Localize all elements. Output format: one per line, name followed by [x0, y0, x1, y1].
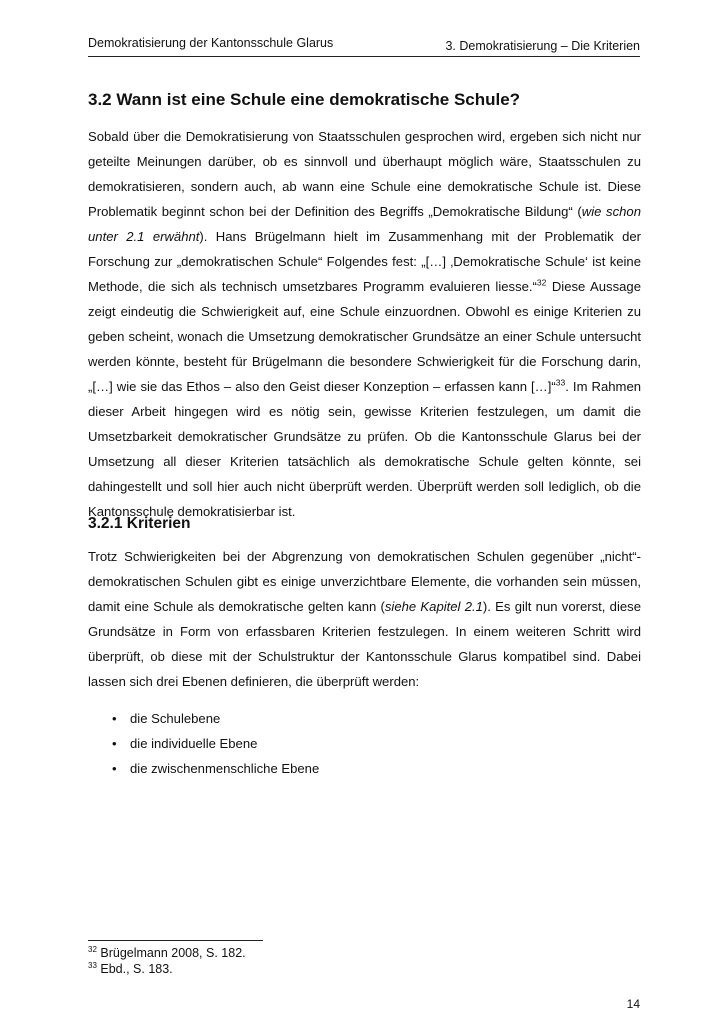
footnote-ref-33[interactable]: 33: [555, 377, 566, 388]
footnote-33: [88, 962, 173, 976]
footnote-separator: [88, 940, 263, 941]
list-item: • die Schulebene: [88, 706, 319, 731]
footnote-ref-32[interactable]: 32: [536, 277, 547, 288]
p2-text-a: Trotz Schwierigkeiten bei der Abgrenzung von demokratischen Schulen gegenüber „nicht“-demokratischen Schulen gibt es einige unverzichtbare Elemente, die vorhanden sein müssen, damit eine Schule als demokratische gelten kann (: [88, 549, 641, 614]
p1-text-d: Diese Aussage zeigt eindeutig die Schwierigkeit auf, eine Schule einzuordnen. Obwohl es einige Kriterien zu geben scheint, wonach die Umsetzung demokratischer Grundsätze an einer Schule untersucht werden könnte, besteht für Brügelmann die besondere Schwierigkeit für die Forschung darin, „[…] wie sie das Ethos – also den Geist dieser Konzeption – erfassen kann […]“: [88, 279, 641, 394]
footnote-32: [88, 946, 246, 960]
section-heading: 3.2 Wann ist eine Schule eine demokratische Schule?: [88, 90, 521, 109]
paragraph-1: [88, 124, 641, 524]
page-number: 14: [626, 997, 640, 1011]
list-item: • die zwischenmenschliche Ebene: [88, 756, 319, 781]
list-item: • die individuelle Ebene: [88, 731, 319, 756]
p1-text-a: Sobald über die Demokratisierung von Staatsschulen gesprochen wird, ergeben sich nicht nur geteilte Meinungen darüber, ob es sinnvoll und überhaupt möglich wäre, Staatsschulen zu demokratisieren, sondern auch, ab wann eine Schule eine demokratische Schule ist. Diese Problematik beginnt schon bei der Definition des Begriffs „Demokratische Bildung“ (: [88, 129, 641, 219]
footnote-text: Ebd., S. 183.: [96, 962, 173, 976]
running-header: [88, 30, 640, 57]
paragraph-2: [88, 544, 641, 694]
p1-text-c: ). Hans Brügelmann hielt im Zusammenhang mit der Problematik der Forschung zur „demokratischen Schule“ Folgendes fest: „[…] ‚Demokratische Schule‘ ist keine Methode, die sich als technisch umsetzbares Programm evaluieren liesse.“: [88, 229, 642, 294]
subsection-heading: 3.2.1 Kriterien: [88, 515, 191, 532]
header-right: 3. Demokratisierung – Die Kriterien: [445, 39, 640, 53]
p1-italic: wie schon unter 2.1 erwähnt: [88, 204, 641, 244]
footnote-number: 32: [88, 944, 97, 954]
p2-text-c: ). Es gilt nun vorerst, diese Grundsätze in Form von erfassbaren Kriterien festzulegen. In einem weiteren Schritt wird überprüft, ob diese mit der Schulstruktur der Kantonsschule Glarus kompatibel sind. Dabei lassen sich drei Ebenen definieren, die überprüft werden:: [88, 599, 641, 689]
footnote-number: 33: [88, 960, 97, 970]
p1-text-e: . Im Rahmen dieser Arbeit hingegen wird es nötig sein, gewisse Kriterien festzulegen, um damit die Umsetzbarkeit demokratischer Grundsätze zu prüfen. Ob die Kantonsschule Glarus bei der Umsetzung all dieser Kriterien tatsächlich als demokratische Schule gelten könnte, sei dahingestellt und soll hier auch nicht überprüft werden. Überprüft werden soll lediglich, ob die Kantonsschule demokratisierbar ist.: [88, 379, 642, 519]
footnote-text: Brügelmann 2008, S. 182.: [96, 946, 246, 960]
header-left: Demokratisierung der Kantonsschule Glarus: [88, 36, 334, 50]
criteria-list: [88, 706, 319, 781]
p2-italic: siehe Kapitel 2.1: [384, 599, 483, 614]
